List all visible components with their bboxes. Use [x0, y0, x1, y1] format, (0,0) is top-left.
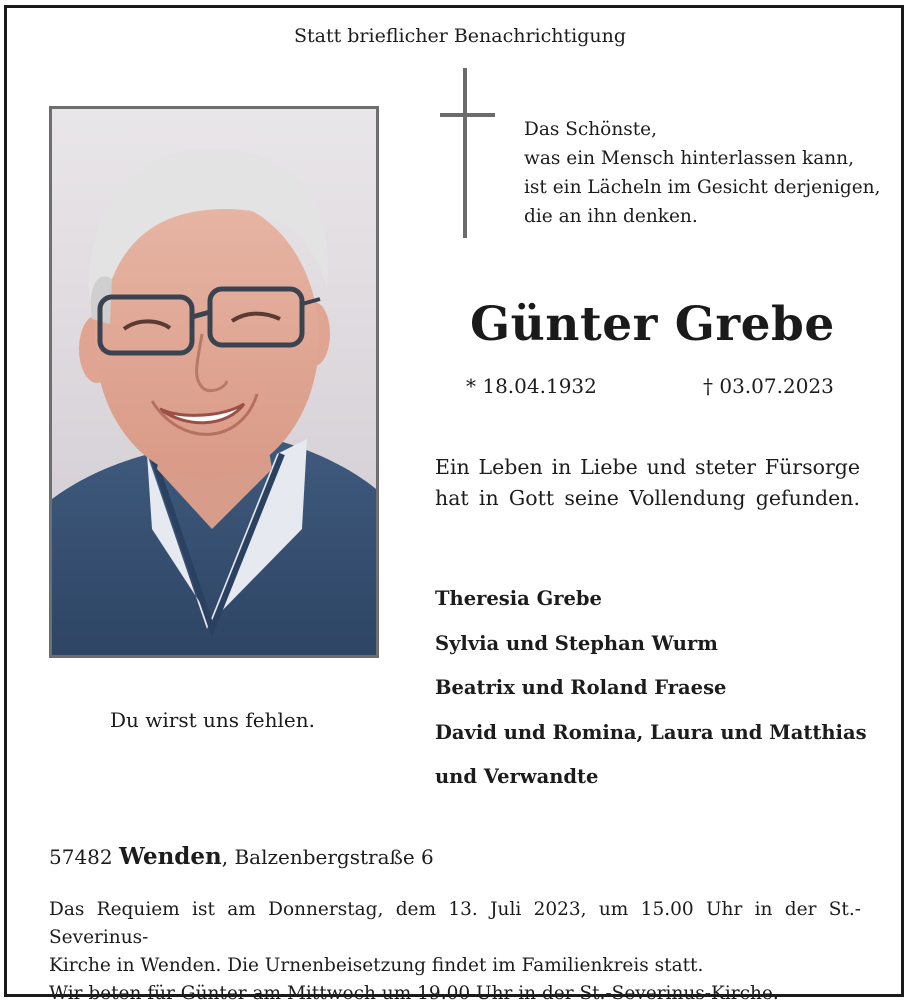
- memorial-verse: [524, 115, 880, 231]
- life-line: hat in Gott seine Vollendung gefunden.: [435, 486, 860, 510]
- address-zip: 57482: [49, 845, 113, 869]
- verse-line: ist ein Lächeln im Gesicht derjenigen,: [524, 177, 881, 198]
- verse-line: Das Schönste,: [524, 119, 657, 140]
- family-member: Beatrix und Roland Fraese: [435, 676, 727, 699]
- cross-icon-bar: [440, 113, 495, 117]
- notice-header: Statt brieflicher Benachrichtigung: [293, 25, 627, 47]
- birth-date: * 18.04.1932: [466, 374, 597, 398]
- family-member: Sylvia und Stephan Wurm: [435, 631, 718, 655]
- cross-icon: [463, 68, 467, 238]
- address-street: , Balzenbergstraße 6: [221, 845, 434, 869]
- farewell-text: Du wirst uns fehlen.: [110, 708, 315, 732]
- requiem-line: Wir beten für Günter am Mittwoch um 19.00 Uhr in der St.-Severinus-Kirche.: [49, 983, 779, 1004]
- portrait-photo: [49, 106, 379, 658]
- requiem-info: [49, 896, 861, 1008]
- family-list: [435, 577, 867, 800]
- deceased-name: Günter Grebe: [470, 297, 835, 352]
- life-line: Ein Leben in Liebe und steter Fürsorge: [435, 455, 860, 479]
- address-city: Wenden: [118, 843, 222, 870]
- requiem-line: Das Requiem ist am Donnerstag, dem 13. Juli 2023, um 15.00 Uhr in der St.-Severinus-: [49, 899, 861, 948]
- death-date: † 03.07.2023: [703, 374, 834, 398]
- address: [49, 843, 434, 870]
- family-member: und Verwandte: [435, 765, 599, 788]
- verse-line: die an ihn denken.: [524, 206, 698, 227]
- life-statement: [435, 452, 860, 514]
- verse-line: was ein Mensch hinterlassen kann,: [524, 148, 854, 169]
- family-member: Theresia Grebe: [435, 587, 602, 610]
- requiem-line: Kirche in Wenden. Die Urnenbeisetzung findet im Familienkreis statt.: [49, 955, 704, 976]
- family-member: David und Romina, Laura und Matthias: [435, 720, 867, 744]
